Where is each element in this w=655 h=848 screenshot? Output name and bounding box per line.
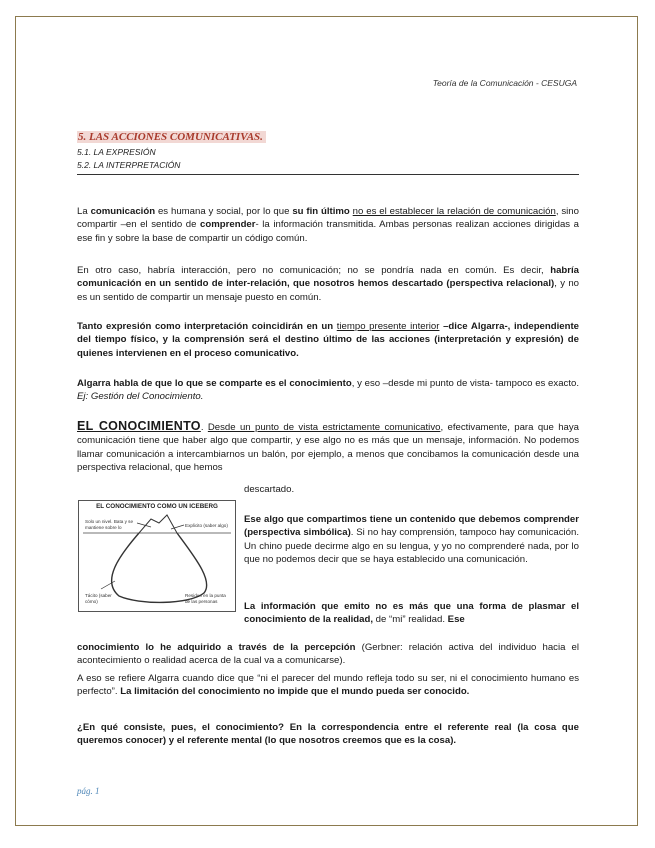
paragraph-comprension: Ese algo que compartimos tiene un contenido que debemos comprender (perspectiva simbólica). Si no hay comprensión, tampoco hay comunicación. Un chino puede decirme algo en su lengua, y yo no comprenderé nada, por lo que no podemos decir que se haya establecido una comunicación. <box>244 514 579 566</box>
subsection-interpretacion: 5.2. LA INTERPRETACIÓN <box>77 160 181 170</box>
paragraph-algarra: Algarra habla de que lo que se comparte es el conocimiento, y eso –desde mi punto de vista- tampoco es exacto. Ej: Gestión del Conocimiento. <box>77 378 579 403</box>
figure-title: EL CONOCIMIENTO COMO UN ICEBERG <box>96 503 218 510</box>
running-header: Teoría de la Comunicación - CESUGA <box>432 78 577 88</box>
subsection-expresion: 5.1. LA EXPRESIÓN <box>77 147 156 157</box>
paragraph-conocimiento-end: descartado. <box>244 484 295 495</box>
paragraph-percepcion: conocimiento lo he adquirido a través de la percepción (Gerbner: relación activa del individuo hacia el acontecimiento o realidad acerca de la cual va a comunicarse). <box>77 642 579 667</box>
iceberg-figure <box>78 500 236 612</box>
paragraph-conocimiento: EL CONOCIMIENTO. Desde un punto de vista estrictamente comunicativo, efectivamente, para que haya comunicación tiene que haber algo que compartir, y ese algo no es más que un mensaje, información. No podemos llamar comunicación a intercambiarnos un balón, por ejemplo, a menos que concibamos la comunicación desde una perspectiva relacional, que hemos <box>77 419 579 474</box>
page-number: pág. 1 <box>77 786 100 796</box>
paragraph-tiempo: Tanto expresión como interpretación coincidirán en un tiempo presente interior –dice Algarra-, independiente del tiempo físico, y la comprensión será el destino último de las acciones (interpretación y expresión) de quienes intervienen en el proceso comunicativo. <box>77 321 580 359</box>
paragraph-limitacion: A eso se refiere Algarra cuando dice que “ni el parecer del mundo refleja todo su ser, ni el conocimiento humano es perfecto”. La limitación del conocimiento no impide que el mundo pueda ser conocido. <box>77 673 579 698</box>
section-title: 5. LAS ACCIONES COMUNICATIVAS. <box>77 131 266 143</box>
heading-divider <box>77 174 579 175</box>
paragraph-interaccion: En otro caso, habría interacción, pero no comunicación; no se pondría nada en común. Es decir, habría comunicación en un sentido de inter-relación, que nosotros hemos descartado (perspectiva relacional), y no es un sentido de compartir un mensaje puesto en común. <box>77 265 579 303</box>
conocimiento-heading: EL CONOCIMIENTO <box>77 419 201 433</box>
figure-label-explicit: Explicito (saber algo) <box>185 523 228 528</box>
figure-label-tacit: Tácito (saber cómo) <box>85 593 112 604</box>
figure-label-residue: Residuo en la punta de las personas <box>185 593 226 604</box>
paragraph-comunicacion: La comunicación es humana y social, por lo que su fin último no es el establecer la relación de comunicación, sino compartir –en el sentido de comprender- la información transmitida. Ambas personas realizan acciones dirigidas a ese fin y sobre la base de compartir un código común. <box>77 206 580 244</box>
figure-label-surface: Solo un nivel. Bata y se mantiene sobre lo <box>85 519 134 530</box>
paragraph-informacion: La información que emito no es más que una forma de plasmar el conocimiento de la realidad, de “mi” realidad. Ese <box>244 601 579 626</box>
paragraph-correspondencia: ¿En qué consiste, pues, el conocimiento? En la correspondencia entre el referente real (la cosa que queremos conocer) y el referente mental (lo que nosotros creemos que es la cosa). <box>77 722 579 747</box>
